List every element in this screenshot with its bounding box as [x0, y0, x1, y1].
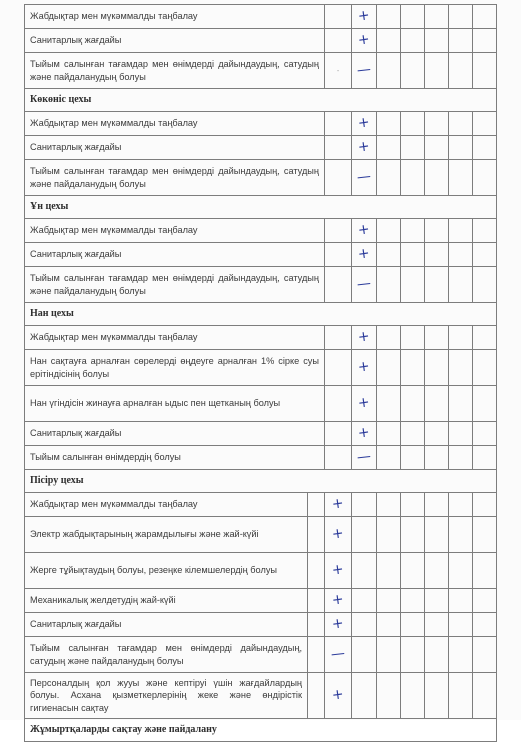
inspection-mark-cell — [325, 553, 352, 589]
empty-cell — [377, 53, 401, 89]
checklist-row — [25, 517, 497, 553]
empty-cell — [425, 613, 449, 637]
empty-cell — [425, 243, 449, 267]
empty-cell — [425, 136, 449, 160]
empty-cell — [352, 517, 377, 553]
empty-cell — [401, 637, 425, 673]
inspection-mark-cell — [325, 673, 352, 719]
empty-cell — [425, 112, 449, 136]
note-cell — [325, 160, 352, 196]
section-title: Ұн цехы — [25, 196, 497, 219]
note-cell — [325, 386, 352, 422]
checklist-item-text: Санитарлық жағдайы — [25, 29, 325, 53]
empty-cell — [308, 589, 325, 613]
handwritten-plus-mark: + — [331, 495, 345, 513]
empty-cell — [401, 219, 425, 243]
empty-cell — [449, 53, 473, 89]
empty-cell — [377, 29, 401, 53]
inspection-checklist-table — [24, 4, 497, 742]
checklist-item-text: Тыйым салынған өнімдердің болуы — [25, 446, 325, 470]
inspection-mark-cell — [352, 446, 377, 470]
empty-cell — [473, 493, 497, 517]
empty-cell — [449, 350, 473, 386]
handwritten-dash-mark: — — [356, 448, 372, 466]
checklist-item-text: Санитарлық жағдайы — [25, 136, 325, 160]
empty-cell — [377, 517, 401, 553]
empty-cell — [377, 553, 401, 589]
empty-cell — [473, 613, 497, 637]
empty-cell — [352, 673, 377, 719]
empty-cell — [377, 673, 401, 719]
empty-cell — [377, 5, 401, 29]
note-cell — [325, 136, 352, 160]
checklist-row — [25, 493, 497, 517]
empty-cell — [449, 613, 473, 637]
empty-cell — [449, 386, 473, 422]
empty-cell — [473, 637, 497, 673]
section-header-row — [25, 470, 497, 493]
empty-cell — [377, 136, 401, 160]
handwritten-plus-mark: + — [357, 31, 371, 49]
checklist-row — [25, 446, 497, 470]
empty-cell — [308, 613, 325, 637]
handwritten-plus-mark: + — [357, 245, 371, 263]
empty-cell — [377, 267, 401, 303]
empty-cell — [308, 637, 325, 673]
checklist-item-text: Нан сақтауға арналған сөрелерді өңдеуге арналған 1% сірке суы ерітіндісінің болуы — [25, 350, 325, 386]
handwritten-dash-mark: — — [356, 168, 372, 186]
empty-cell — [473, 673, 497, 719]
empty-cell — [377, 112, 401, 136]
checklist-row — [25, 673, 497, 719]
checklist-row — [25, 422, 497, 446]
empty-cell — [377, 386, 401, 422]
checklist-item-text: Тыйым салынған тағамдар мен өнімдерді дайындаудың, сатудың және пайдаланудың болуы — [25, 160, 325, 196]
empty-cell — [449, 589, 473, 613]
empty-cell — [473, 326, 497, 350]
empty-cell — [401, 160, 425, 196]
section-header-row — [25, 303, 497, 326]
empty-cell — [473, 136, 497, 160]
inspection-mark-cell — [352, 243, 377, 267]
handwritten-plus-mark: + — [357, 424, 371, 442]
note-cell — [325, 219, 352, 243]
handwritten-plus-mark: + — [357, 138, 371, 156]
empty-cell — [401, 386, 425, 422]
checklist-row — [25, 350, 497, 386]
note-cell — [325, 350, 352, 386]
empty-cell — [425, 29, 449, 53]
empty-cell — [377, 637, 401, 673]
checklist-item-text: Санитарлық жағдайы — [25, 422, 325, 446]
inspection-mark-cell — [325, 589, 352, 613]
empty-cell — [473, 29, 497, 53]
handwritten-plus-mark: + — [331, 591, 345, 609]
empty-cell — [425, 53, 449, 89]
empty-cell — [377, 160, 401, 196]
empty-cell — [473, 517, 497, 553]
empty-cell — [377, 493, 401, 517]
inspection-mark-cell — [325, 517, 352, 553]
empty-cell — [377, 446, 401, 470]
empty-cell — [473, 53, 497, 89]
empty-cell — [449, 112, 473, 136]
empty-cell — [425, 673, 449, 719]
empty-cell — [425, 589, 449, 613]
empty-cell — [401, 613, 425, 637]
note-cell — [325, 29, 352, 53]
empty-cell — [401, 243, 425, 267]
empty-cell — [473, 553, 497, 589]
checklist-item-text: Жабдықтар мен мүкәммалды таңбалау — [25, 5, 325, 29]
empty-cell — [401, 553, 425, 589]
section-title: Жұмыртқаларды сақтау және пайдалану — [25, 719, 497, 742]
empty-cell — [449, 136, 473, 160]
checklist-row — [25, 112, 497, 136]
empty-cell — [425, 219, 449, 243]
inspection-mark-cell — [352, 160, 377, 196]
note-cell — [325, 446, 352, 470]
handwritten-plus-mark: + — [357, 221, 371, 239]
empty-cell — [377, 219, 401, 243]
checklist-row — [25, 5, 497, 29]
empty-cell — [401, 267, 425, 303]
empty-cell — [377, 243, 401, 267]
handwritten-plus-mark: + — [331, 615, 345, 633]
empty-cell — [473, 350, 497, 386]
checklist-row — [25, 326, 497, 350]
note-text: - — [336, 68, 340, 76]
handwritten-dash-mark: — — [356, 275, 372, 293]
note-cell — [325, 422, 352, 446]
empty-cell — [425, 386, 449, 422]
handwritten-dash-mark: — — [356, 61, 372, 79]
empty-cell — [401, 493, 425, 517]
empty-cell — [401, 517, 425, 553]
checklist-item-text: Жабдықтар мен мүкәммалды таңбалау — [25, 326, 325, 350]
empty-cell — [352, 589, 377, 613]
empty-cell — [425, 517, 449, 553]
checklist-item-text: Жабдықтар мен мүкәммалды таңбалау — [25, 493, 308, 517]
checklist-row — [25, 553, 497, 589]
handwritten-dash-mark: — — [330, 645, 346, 663]
empty-cell — [473, 112, 497, 136]
empty-cell — [449, 553, 473, 589]
empty-cell — [449, 160, 473, 196]
empty-cell — [401, 53, 425, 89]
empty-cell — [449, 5, 473, 29]
empty-cell — [377, 589, 401, 613]
checklist-row — [25, 53, 497, 89]
empty-cell — [473, 446, 497, 470]
inspection-mark-cell — [352, 350, 377, 386]
inspection-mark-cell — [352, 219, 377, 243]
empty-cell — [473, 386, 497, 422]
empty-cell — [473, 219, 497, 243]
empty-cell — [352, 493, 377, 517]
checklist-row — [25, 589, 497, 613]
empty-cell — [308, 493, 325, 517]
inspection-mark-cell — [352, 136, 377, 160]
empty-cell — [449, 517, 473, 553]
empty-cell — [401, 5, 425, 29]
empty-cell — [449, 637, 473, 673]
empty-cell — [425, 422, 449, 446]
empty-cell — [449, 267, 473, 303]
checklist-row — [25, 160, 497, 196]
inspection-mark-cell — [352, 5, 377, 29]
checklist-item-text: Санитарлық жағдайы — [25, 613, 308, 637]
checklist-item-text: Жерге тұйықтаудың болуы, резеңке кілемшелердің болуы — [25, 553, 308, 589]
handwritten-plus-mark: + — [357, 7, 371, 25]
checklist-item-text: Жабдықтар мен мүкәммалды таңбалау — [25, 112, 325, 136]
inspection-mark-cell — [352, 422, 377, 446]
handwritten-plus-mark: + — [331, 561, 345, 579]
handwritten-plus-mark: + — [331, 525, 345, 543]
empty-cell — [401, 29, 425, 53]
empty-cell — [449, 422, 473, 446]
empty-cell — [425, 446, 449, 470]
empty-cell — [449, 446, 473, 470]
handwritten-plus-mark: + — [357, 328, 371, 346]
empty-cell — [425, 637, 449, 673]
handwritten-plus-mark: + — [331, 686, 345, 704]
empty-cell — [401, 350, 425, 386]
checklist-item-text: Тыйым салынған тағамдар мен өнімдерді дайындаудың, сатудың және пайдаланудың болуы — [25, 637, 308, 673]
note-cell — [325, 243, 352, 267]
empty-cell — [308, 673, 325, 719]
empty-cell — [425, 160, 449, 196]
checklist-item-text: Механикалық желдетудің жай-күйі — [25, 589, 308, 613]
empty-cell — [473, 243, 497, 267]
checklist-row — [25, 243, 497, 267]
empty-cell — [308, 553, 325, 589]
inspection-mark-cell — [352, 112, 377, 136]
handwritten-plus-mark: + — [357, 358, 371, 376]
empty-cell — [377, 326, 401, 350]
checklist-item-text: Жабдықтар мен мүкәммалды таңбалау — [25, 219, 325, 243]
checklist-row — [25, 29, 497, 53]
empty-cell — [401, 673, 425, 719]
inspection-mark-cell — [352, 29, 377, 53]
empty-cell — [473, 160, 497, 196]
empty-cell — [449, 29, 473, 53]
empty-cell — [425, 326, 449, 350]
empty-cell — [473, 422, 497, 446]
empty-cell — [352, 553, 377, 589]
empty-cell — [352, 637, 377, 673]
empty-cell — [401, 589, 425, 613]
empty-cell — [425, 267, 449, 303]
empty-cell — [425, 493, 449, 517]
empty-cell — [473, 589, 497, 613]
inspection-mark-cell — [352, 53, 377, 89]
note-cell — [325, 53, 352, 89]
note-cell — [325, 267, 352, 303]
empty-cell — [449, 243, 473, 267]
section-title: Көкөніс цехы — [25, 89, 497, 112]
empty-cell — [401, 112, 425, 136]
section-header-row — [25, 719, 497, 742]
note-cell — [325, 5, 352, 29]
inspection-mark-cell — [352, 267, 377, 303]
checklist-item-text: Персоналдың қол жууы және кептіруі үшін жағдайлардың болуы. Асхана қызметкерлерінің жеке және өндірістік гигиенасын сақтау — [25, 673, 308, 719]
empty-cell — [377, 350, 401, 386]
empty-cell — [473, 5, 497, 29]
empty-cell — [449, 493, 473, 517]
checklist-row — [25, 386, 497, 422]
checklist-row — [25, 136, 497, 160]
empty-cell — [401, 422, 425, 446]
checklist-item-text: Санитарлық жағдайы — [25, 243, 325, 267]
checklist-row — [25, 637, 497, 673]
note-cell — [325, 326, 352, 350]
note-cell — [325, 112, 352, 136]
inspection-mark-cell — [325, 493, 352, 517]
section-title: Пісіру цехы — [25, 470, 497, 493]
empty-cell — [352, 613, 377, 637]
checklist-item-text: Электр жабдықтарының жарамдылығы және жай-күйі — [25, 517, 308, 553]
checklist-item-text: Тыйым салынған тағамдар мен өнімдерді дайындаудың, сатудың және пайдаланудың болуы — [25, 53, 325, 89]
empty-cell — [449, 326, 473, 350]
empty-cell — [449, 673, 473, 719]
inspection-mark-cell — [325, 637, 352, 673]
inspection-mark-cell — [352, 386, 377, 422]
checklist-item-text: Нан үгіндісін жинауға арналған ыдыс пен щетканың болуы — [25, 386, 325, 422]
handwritten-plus-mark: + — [357, 114, 371, 132]
empty-cell — [308, 517, 325, 553]
empty-cell — [401, 136, 425, 160]
checklist-row — [25, 219, 497, 243]
empty-cell — [425, 350, 449, 386]
handwritten-plus-mark: + — [357, 394, 371, 412]
section-header-row — [25, 89, 497, 112]
empty-cell — [425, 553, 449, 589]
checklist-row — [25, 267, 497, 303]
empty-cell — [377, 613, 401, 637]
section-header-row — [25, 196, 497, 219]
empty-cell — [377, 422, 401, 446]
inspection-mark-cell — [325, 613, 352, 637]
empty-cell — [401, 326, 425, 350]
inspection-mark-cell — [352, 326, 377, 350]
empty-cell — [425, 5, 449, 29]
empty-cell — [473, 267, 497, 303]
checklist-row — [25, 613, 497, 637]
checklist-item-text: Тыйым салынған тағамдар мен өнімдерді дайындаудың, сатудың және пайдаланудың болуы — [25, 267, 325, 303]
empty-cell — [401, 446, 425, 470]
empty-cell — [449, 219, 473, 243]
section-title: Нан цехы — [25, 303, 497, 326]
